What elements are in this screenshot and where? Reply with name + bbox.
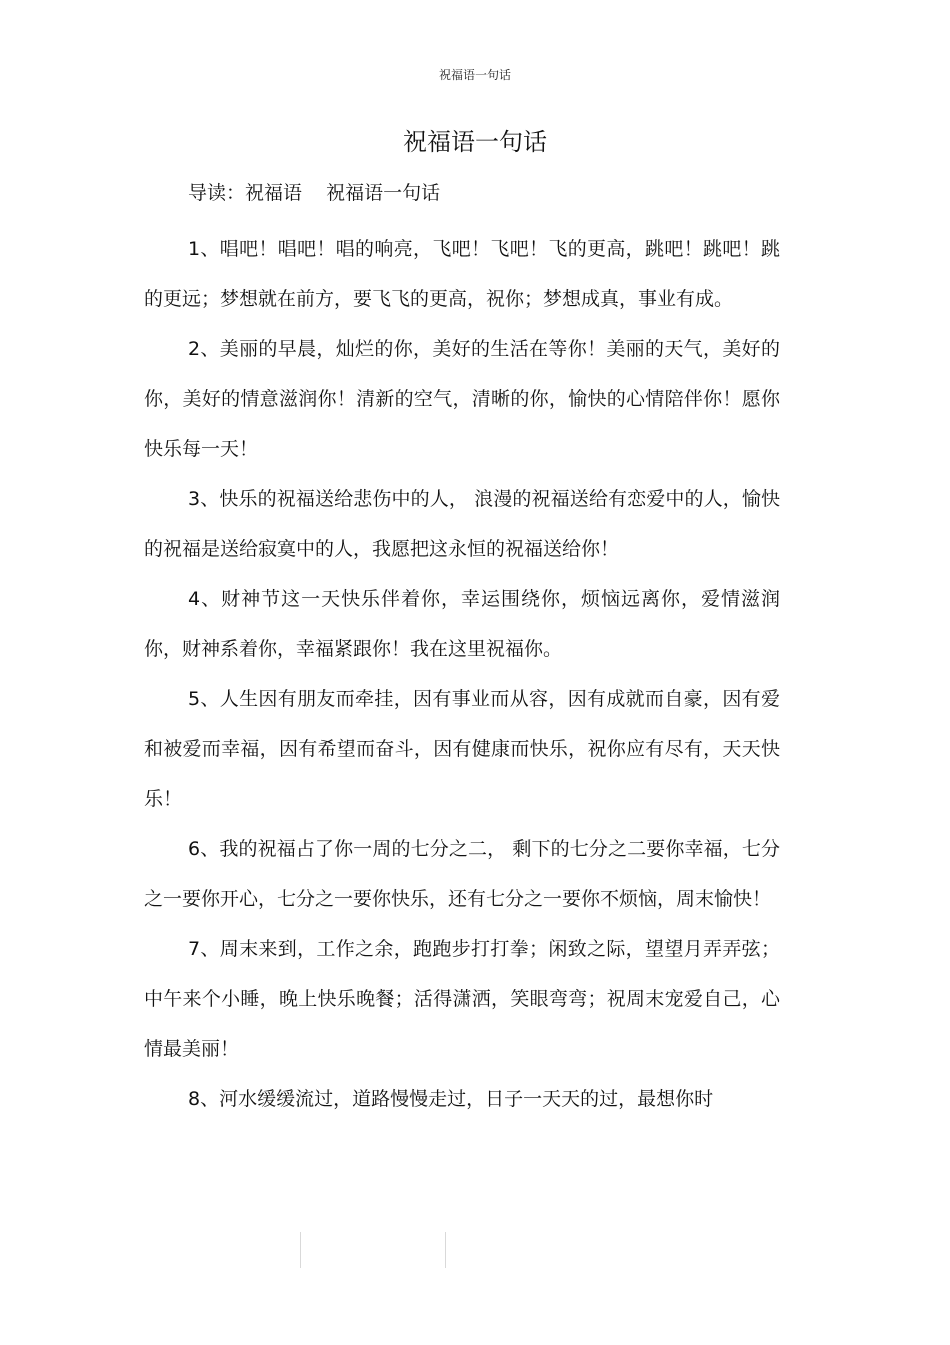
footer-divider-left — [300, 1232, 301, 1268]
paragraph-2: 2、美丽的早晨，灿烂的你，美好的生活在等你！美丽的天气，美好的你，美好的情意滋润你！清新的空气，清晰的你，愉快的心情陪伴你！愿你快乐每一天！ — [144, 338, 780, 460]
document-title: 祝福语一句话 — [403, 128, 547, 156]
paragraph-4: 4、财神节这一天快乐伴着你，幸运围绕你，烦恼远离你，爱情滋润你，财神系着你，幸福紧跟你！我在这里祝福你。 — [144, 588, 780, 660]
running-header: 祝福语一句话 — [438, 68, 511, 82]
document-body — [144, 224, 780, 1124]
paragraph-5: 5、人生因有朋友而牵挂，因有事业而从容，因有成就而自豪，因有爱和被爱而幸福，因有希望而奋斗，因有健康而快乐，祝你应有尽有，天天快乐！ — [144, 688, 780, 810]
intro-line: 导读：祝福语 祝福语一句话 — [188, 182, 441, 204]
paragraph-1: 1、唱吧！唱吧！唱的响亮，飞吧！飞吧！飞的更高，跳吧！跳吧！跳的更远；梦想就在前方，要飞飞的更高，祝你；梦想成真，事业有成。 — [144, 238, 780, 310]
footer-divider — [300, 1232, 446, 1268]
footer-divider-right — [445, 1232, 446, 1268]
paragraph-8: 8、河水缓缓流过，道路慢慢走过，日子一天天的过，最想你时 — [188, 1088, 714, 1110]
paragraph-7: 7、周末来到，工作之余，跑跑步打打拳；闲致之际，望望月弄弄弦；中午来个小睡，晚上快乐晚餐；活得潇洒，笑眼弯弯；祝周末宠爱自己，心情最美丽！ — [144, 938, 780, 1060]
paragraph-3: 3、快乐的祝福送给悲伤中的人， 浪漫的祝福送给有恋爱中的人，愉快的祝福是送给寂寞中的人，我愿把这永恒的祝福送给你！ — [144, 488, 780, 560]
paragraph-6: 6、我的祝福占了你一周的七分之二， 剩下的七分之二要你幸福，七分之一要你开心，七分之一要你快乐，还有七分之一要你不烦恼，周末愉快！ — [144, 838, 780, 910]
